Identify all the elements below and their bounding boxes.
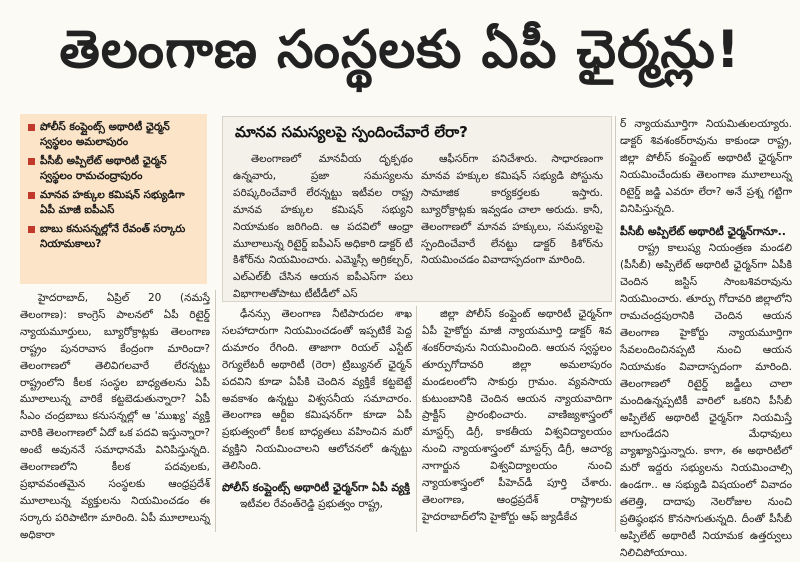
article-column-1	[20, 290, 210, 541]
article-column-3	[422, 306, 612, 532]
article-paragraph: జిల్లా పోలీస్ కంప్లైంట్ అథారిటీ ఛైర్మన్‌గా ఏపీ హైకోర్టు మాజీ న్యాయమూర్తి డాక్టర్ శివ శంకర్‌రావును నియమించింది. ఆయన స్వస్థలం తూర్పుగోదావరి జిల్లా అమలాపురం మండలంలోని సాకుర్రు గ్రామం. వ్యవసాయ కుటుంబానికి చెందిన ఆయన న్యాయవాదిగా ప్రాక్టీస్ ప్రారంభించారు. వాణిజ్యశాస్త్రంలో మాస్టర్స్ డిగ్రీ, కాకతీయ విశ్వవిద్యాలయం నుంచి న్యాయశాస్త్రంలో మాస్టర్స్ డిగ్రీ, ఆచార్య నాగార్జున విశ్వవిద్యాలయం నుంచి న్యాయశాస్త్రంలో పీహెచ్‌డీ పూర్తి చేశారు. తెలంగాణ, ఆంధ్రప్రదేశ్ రాష్ట్రాలకు హైదరాబాద్‌లోని హైకోర్టు ఆఫ్ జ్యుడీకేచ	[422, 308, 612, 523]
highlight-item	[28, 222, 201, 252]
highlight-item	[28, 188, 201, 218]
article-paragraph: ర్ న్యాయమూర్తిగా నియమితులయ్యారు. డాక్టర్ శివశంకర్‌రావును కాకుండా రాష్ట్ర, జిల్లా పోలీస్ కంప్లైంట్ అథారిటీ ఛైర్మన్‌గా నియమించేందుకు తెలంగాణ మూలాలున్న రిటైర్డ్ జడ్జి ఎవరూ లేరా? అనే ప్రశ్న గట్టిగా వినిపిస్తున్నది.	[620, 118, 792, 215]
column-divider	[615, 116, 616, 532]
sub-article-box	[222, 116, 612, 302]
column-divider	[416, 306, 417, 532]
article-paragraph: హైదరాబాద్, ఏప్రిల్ 20 (నమస్తే తెలంగాణ): కాంగ్రెస్ పాలనలో ఏపీ రిటైర్డ్ న్యాయమూర్తులు, బ్యూరోక్రాట్లకు తెలంగాణ రాష్ట్రం పునరావాస కేంద్రంగా మారిందా? తెలంగాణలో తెలివిగలవారే లేరన్నట్టు రాష్ట్రంలోని కీలక సంస్థల బాధ్యతలను ఏపీ మూలాలున్న వారికే కట్టబెడుతున్నారా? ఏపీ సీఎం చంద్రబాబు కనుసన్నల్లో ఆ 'ముఖ్య' వ్యక్తి వారికి తెలంగాణలో ఏదో ఒక పదవి ఇస్తున్నారా? అంటే అవుననే సమాధానమే వినిపిస్తున్నది. తెలంగాణలోని కీలక పదవులకు, ప్రభావవంతమైన సంస్థలకు ఆంధ్రప్రదేశ్ మూలాలున్న వ్యక్తులను నియమించడం ఈ సర్కారు పరిపాటిగా మారింది. ఏపీ మూలాలున్న అధికారా	[20, 292, 210, 541]
article-paragraph: ఆఫీసర్‌గా పనిచేశారు. సాధారణంగా మానవ హక్కుల కమిషన్ సభ్యుడి పోస్టును సామాజిక కార్యకర్తలకు ఇస్తారు. బ్యూరోక్రాట్లకు ఇవ్వడం చాలా అరుదు. కానీ, తెలంగాణలో మానవ హక్కులు, సమస్యలపై స్పందించేవారే లేనట్టు డాక్టర్ కిశోర్‌ను నియమించడం వివాదాస్పదంగా మారింది.	[421, 153, 603, 267]
bullet-square-icon	[28, 192, 35, 199]
highlight-item	[28, 154, 201, 184]
bullet-square-icon	[28, 226, 35, 233]
article-column-4	[620, 116, 792, 559]
highlight-text: మానవ హక్కుల కమిషన్ సభ్యుడిగా ఏపీ మాజీ ఐపీఎస్	[40, 189, 185, 216]
sub-article-column-left	[233, 151, 413, 299]
highlight-text: బాబు కనుసన్నల్లోనే రేవంత్ సర్కారు నియామకాలు?	[40, 223, 186, 250]
highlight-text: పీసీబీ అప్పిలేట్ అథారిటీ ఛైర్మన్ స్వస్థలం రామచంద్రాపురం	[40, 155, 167, 182]
article-paragraph: తెలంగాణలో మానవీయ దృక్పథం ఉన్నవారు, ప్రజా సమస్యలను పరిష్కరించేవారే లేరన్నట్టు ఇటీవల రాష్ట్ర మానవ హక్కుల కమిషన్ సభ్యుని నియామకం జరిగింది. ఆ పదవిలో ఆంధ్రా మూలాలున్న రిటైర్డ్ ఐపీఎస్ అధికారి డాక్టర్ టీ కిశోర్‌ను నియమించారు. ఎమ్మెస్సీ అగ్రికల్చర్, ఎల్ఎల్‌బీ చేసిన ఆయన ఐపీఎస్‌గా పలు విభాగాలతోపాటు టీటీడీలో ఎస్	[233, 153, 413, 301]
headline: తెలంగాణ సంస్థలకు ఏపీ ఛైర్మన్లు!	[59, 19, 741, 80]
bullet-square-icon	[28, 124, 35, 131]
article-paragraph: ఇటీవల రేవంత్‌రెడ్డి ప్రభుత్వం రాష్ట్ర,	[240, 498, 384, 511]
column-divider	[215, 290, 216, 532]
sub-headline: మానవ సమస్యలపై స్పందించేవారే లేరా?	[235, 123, 468, 141]
highlight-item	[28, 120, 201, 150]
highlight-text: పోలీస్ కంప్లైంట్స్ అథారిటీ ఛైర్మన్ స్వస్థలం అమలాపురం	[40, 121, 170, 148]
section-heading: పీసీబీ అప్పిలేట్ అథారిటీ ఛైర్మన్‌గానూ..	[620, 225, 786, 239]
article-paragraph: రాష్ట్ర కాలుష్య నియంత్రణ మండలి (పీసీబీ) అప్పిలేట్ అథారిటీ ఛైర్మన్‌గా ఏపీకి చెందిన జస్టిస్ సాంబశివరావును నియమించారు. తూర్పు గోదావరి జిల్లాలోని రామచంద్రపురానికి చెందిన ఆయన తెలంగాణ హైకోర్టు న్యాయమూర్తిగా సేవలందించినప్పటి నుంచి ఆయన నియామకం వివాదాస్పదంగా మారింది. తెలంగాణలో రిటైర్డ్ జడ్జీలు చాలా మందిఉన్నప్పటికీ వారిలో ఒకరిని పీసీబీ అప్పిలేట్ అథారిటీ ఛైర్మన్‌గా నియమిస్తే బాగుండేదని మేధావులు వ్యాఖ్యానిస్తున్నారు. కాగా, ఈ అథారిటీలో మరో ఇద్దరు సభ్యులను నియమించాల్సి ఉండగా.. ఆ సభ్యుడి విషయంలో వివాదం తలెత్తి, దాదాపు నెలరోజుల నుంచి ప్రతిష్ఠంభన కొనసాగుతున్నది. దీంతో పీసీబీ అప్పిలేట్ అథారిటీ నియామక ఉత్తర్వులు నిలిచిపోయాయి.	[620, 242, 792, 559]
section-heading: పోలీస్ కంప్లైంట్స్ అథారిటీ ఛైర్మన్‌గా ఏపీ వ్యక్తి	[222, 481, 410, 495]
article-column-2	[222, 306, 412, 532]
sub-article-column-right	[421, 151, 603, 299]
bullet-square-icon	[28, 158, 35, 165]
highlights-box	[20, 114, 207, 284]
article-paragraph: ఢీనన్సు తెలంగాణ నీటిపారుదల శాఖ సలహాదారుగా నియమించడంతో ఇప్పటికే పెద్ద దుమారం రేగింది. తాజాగా రియల్ ఎస్టేట్ రెగ్యులేటరీ అథారిటీ (రెరా) ట్రిబ్యునల్ ఛైర్మన్ పదవిని కూడా ఏపీకి చెందిన వ్యక్తికే కట్టబెట్టే అవకాశం ఉన్నట్టు విశ్వసనీయ సమాచారం. తెలంగాణ ఆర్టీఐ కమిషనర్‌గా కూడా ఏపీ ప్రభుత్వంలో కీలక బాధ్యతలు వహించిన మరో వ్యక్తిని నియమించాలని ఆలోచనలో ఉన్నట్టు తెలిసింది.	[222, 308, 412, 473]
